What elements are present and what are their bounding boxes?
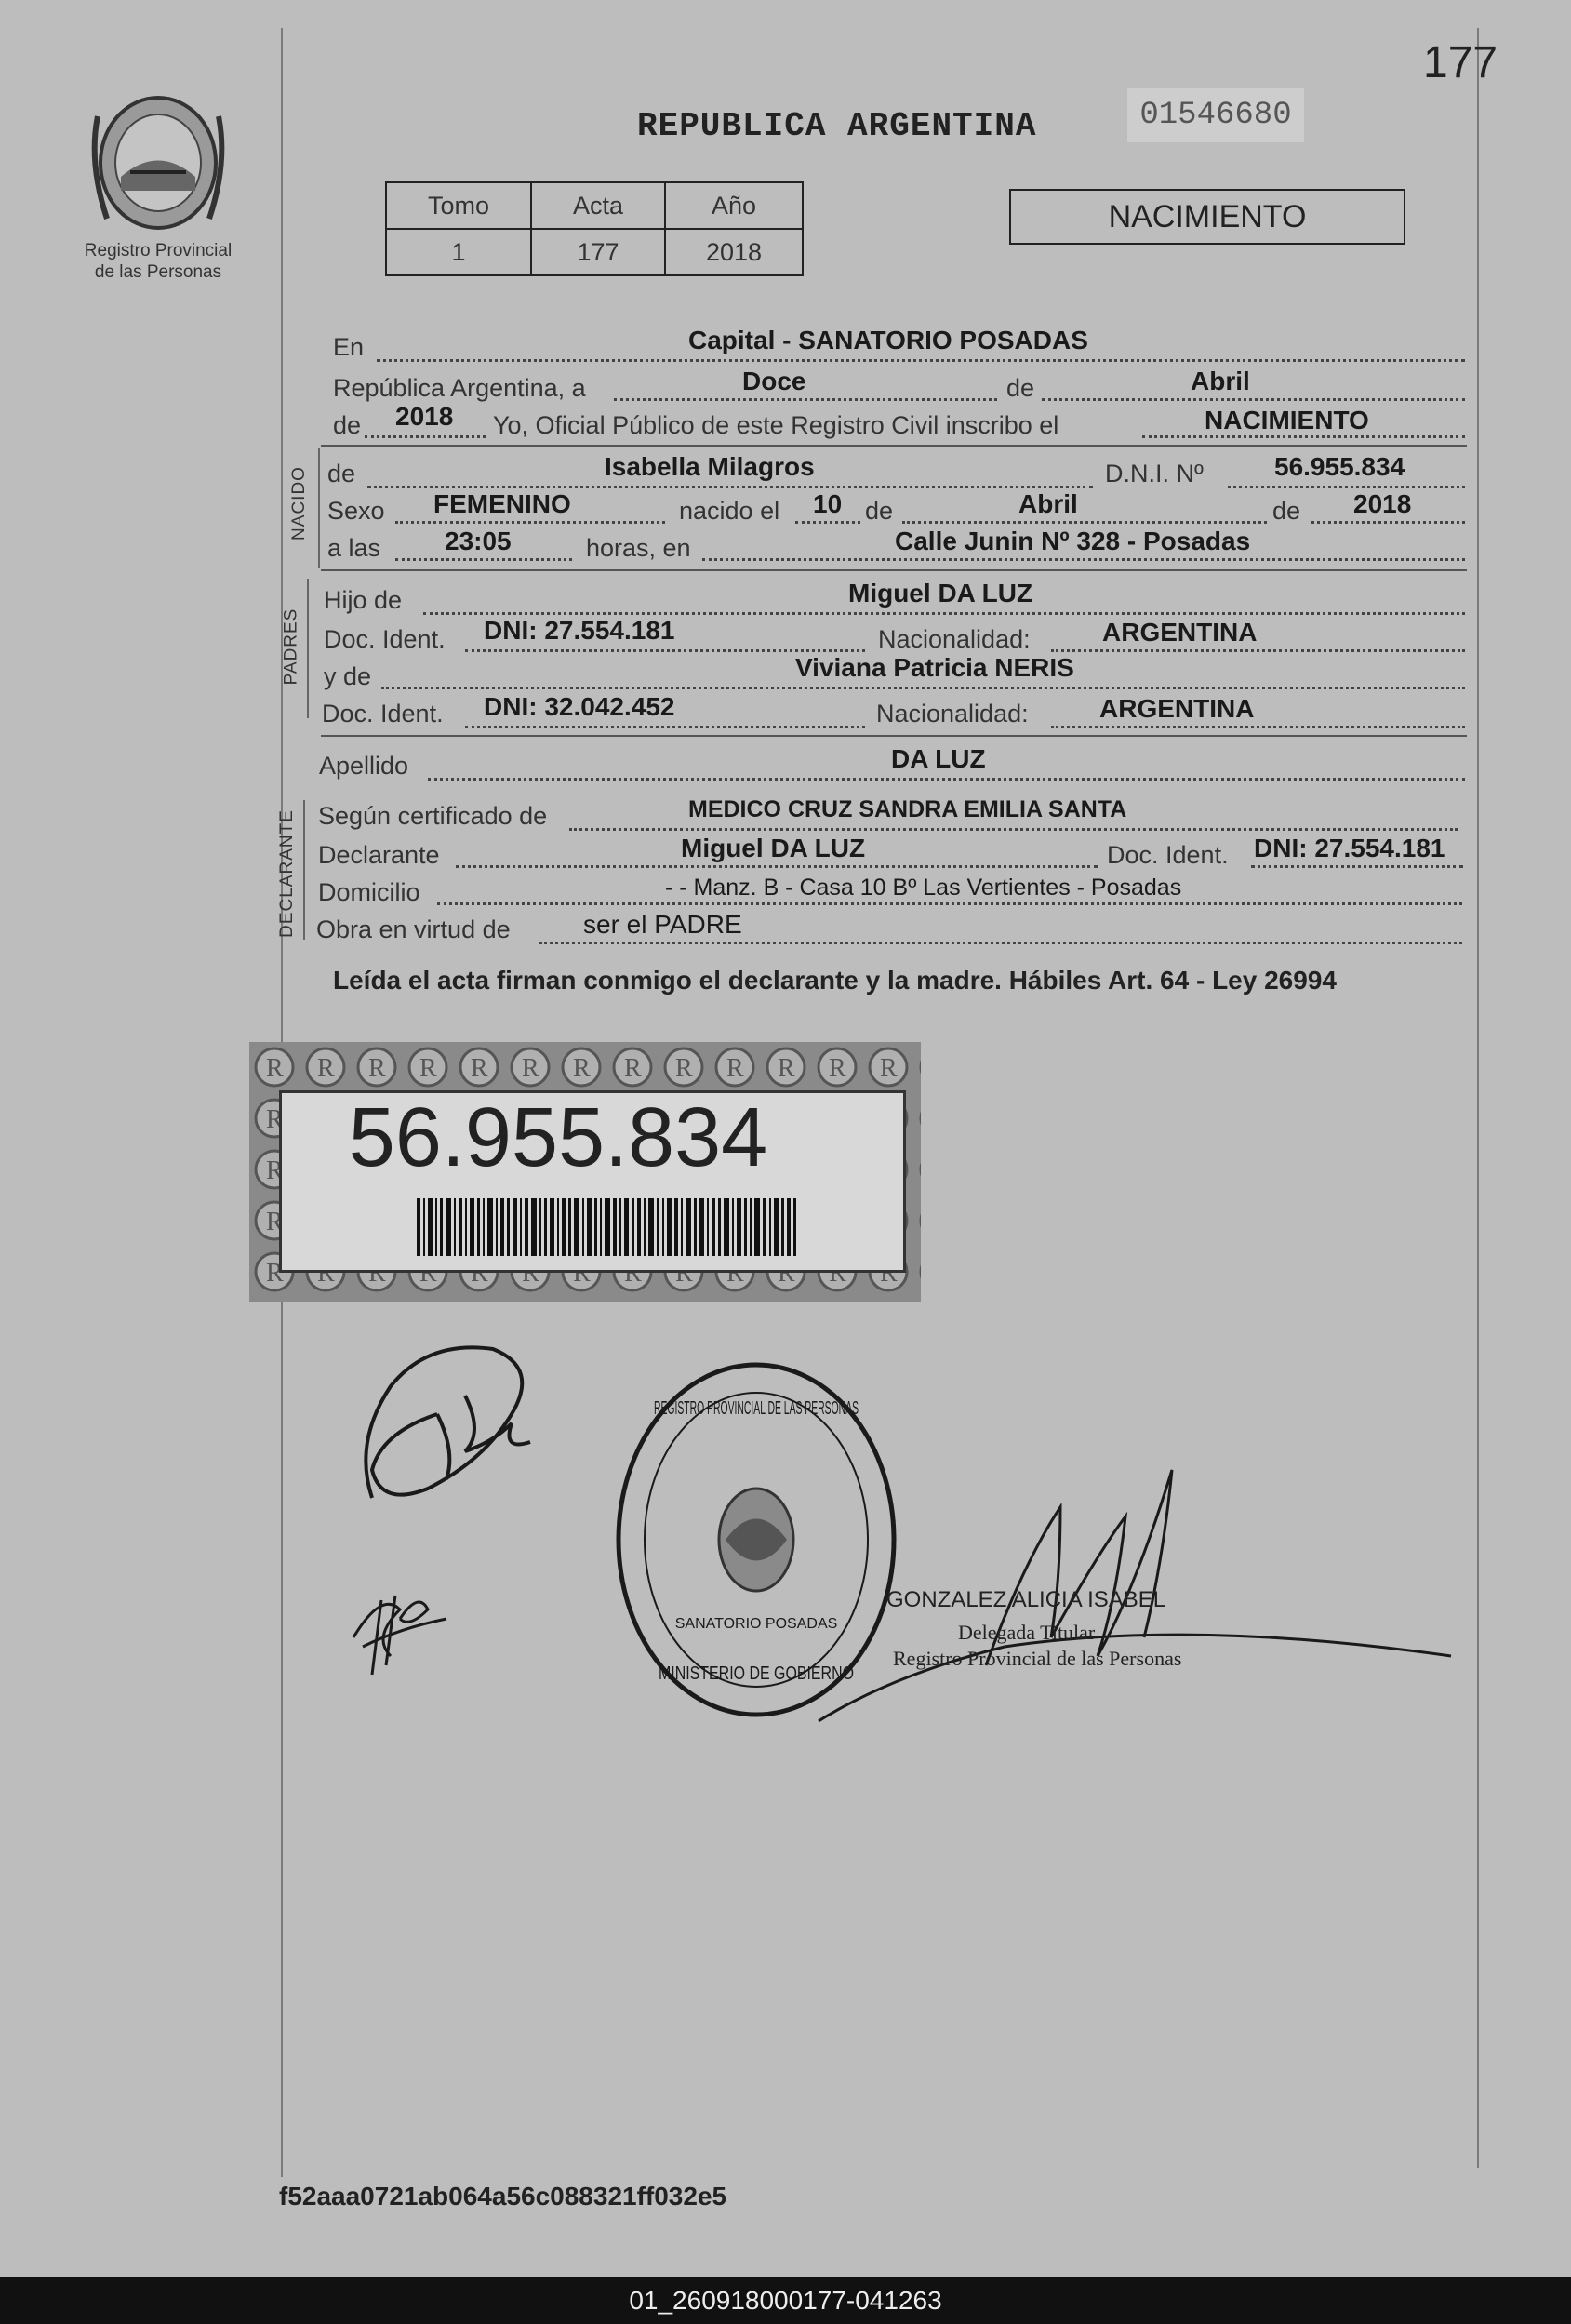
label-y-de: y de — [324, 662, 372, 690]
footer-id: 01_260918000177-041263 — [629, 2286, 942, 2315]
seal-bottom-text: MINISTERIO DE GOBIERNO — [659, 1663, 854, 1684]
dotted-line — [702, 558, 1465, 561]
birth-time: 23:05 — [445, 527, 512, 555]
label-segun: Según certificado de — [318, 802, 548, 830]
reason-value: ser el PADRE — [583, 910, 742, 939]
acta-header: Acta — [531, 182, 665, 229]
label-hijo-de: Hijo de — [324, 586, 403, 614]
seal-inner-text: SANATORIO POSADAS — [674, 1616, 838, 1632]
section-label-declarante: DECLARANTE — [276, 809, 297, 938]
tomo-value: 1 — [386, 229, 531, 275]
mother-name: Viviana Patricia NERIS — [795, 653, 1074, 682]
father-nationality: ARGENTINA — [1102, 618, 1258, 647]
seal-outer-text: REGISTRO PROVINCIAL DE LAS PERSONAS — [654, 1398, 859, 1419]
surname-value: DA LUZ — [891, 744, 986, 773]
label-dni: D.N.I. Nº — [1105, 460, 1204, 488]
dotted-line — [795, 521, 860, 524]
act-type-box: NACIMIENTO — [1009, 189, 1405, 245]
label-de-day: de — [865, 497, 894, 525]
document-title: REPUBLICA ARGENTINA — [637, 107, 1037, 145]
label-de-year-2: de — [1272, 497, 1301, 525]
closing-note: Leída el acta firman conmigo el declarante y la madre. Hábiles Art. 64 - Ley 26994 — [333, 966, 1337, 995]
dotted-line — [569, 828, 1458, 831]
label-nacionalidad-1: Nacionalidad: — [878, 625, 1031, 653]
anio-value: 2018 — [665, 229, 803, 275]
dotted-line — [395, 558, 572, 561]
declarant-signature-icon — [353, 1330, 549, 1526]
registration-year: 2018 — [395, 402, 454, 431]
birth-day: 10 — [813, 489, 843, 518]
province-logo-icon — [88, 88, 228, 237]
dotted-line — [1042, 398, 1465, 401]
label-de-month: de — [1006, 374, 1035, 402]
section-bar — [303, 800, 305, 940]
dotted-line — [437, 902, 1462, 905]
place-value: Capital - SANATORIO POSADAS — [688, 326, 1088, 354]
dotted-line — [902, 521, 1267, 524]
label-republica: República Argentina, a — [333, 374, 586, 402]
certificate-value: MEDICO CRUZ SANDRA EMILIA SANTA — [688, 796, 1127, 822]
father-name: Miguel DA LUZ — [848, 579, 1033, 608]
label-oficial: Yo, Oficial Público de este Registro Civil inscribo el — [493, 411, 1059, 439]
page-number: 177 — [1423, 38, 1498, 87]
right-margin-line — [1477, 28, 1479, 2168]
birth-place: Calle Junin Nº 328 - Posadas — [895, 527, 1251, 555]
sex-value: FEMENINO — [433, 489, 571, 518]
dotted-line — [465, 649, 865, 652]
dotted-line — [1228, 486, 1465, 488]
tomo-header: Tomo — [386, 182, 531, 229]
dotted-line — [381, 687, 1465, 689]
label-nacido-el: nacido el — [679, 497, 780, 525]
dotted-line — [395, 521, 665, 524]
section-label-padres: PADRES — [281, 608, 301, 686]
dotted-line — [428, 778, 1465, 781]
declarant-doc: DNI: 27.554.181 — [1254, 834, 1445, 862]
section-bar — [318, 448, 320, 568]
barcode-icon — [417, 1198, 796, 1256]
address-value: - - Manz. B - Casa 10 Bº Las Vertientes - Posadas — [665, 875, 1182, 901]
dotted-line — [377, 359, 1465, 362]
dotted-line — [1251, 865, 1463, 868]
dotted-line — [614, 398, 997, 401]
child-name: Isabella Milagros — [605, 452, 815, 481]
declarant-name: Miguel DA LUZ — [681, 834, 866, 862]
label-en: En — [333, 333, 365, 361]
dotted-line — [365, 435, 486, 438]
label-domicilio: Domicilio — [318, 878, 420, 906]
label-obra: Obra en virtud de — [316, 915, 511, 943]
dotted-line — [423, 612, 1465, 615]
dotted-line — [456, 865, 1098, 868]
birth-year: 2018 — [1353, 489, 1412, 518]
label-doc-ident-1: Doc. Ident. — [324, 625, 446, 653]
logo-caption — [56, 240, 260, 283]
section-label-nacido: NACIDO — [288, 466, 309, 541]
footer-id-bar — [0, 2277, 1571, 2324]
label-de-year: de — [333, 411, 362, 439]
registry-table-values — [386, 229, 803, 275]
acta-value: 177 — [531, 229, 665, 275]
label-declarante: Declarante — [318, 841, 440, 869]
label-a-las: a las — [327, 534, 381, 562]
dotted-line — [539, 942, 1462, 944]
label-doc-ident-2: Doc. Ident. — [322, 700, 444, 728]
label-de-name: de — [327, 460, 356, 488]
section-separator — [321, 569, 1467, 571]
dotted-line — [1051, 726, 1465, 728]
label-nacionalidad-2: Nacionalidad: — [876, 700, 1029, 728]
father-doc: DNI: 27.554.181 — [484, 616, 675, 645]
mother-doc: DNI: 32.042.452 — [484, 692, 675, 721]
label-doc-ident-3: Doc. Ident. — [1107, 841, 1229, 869]
dotted-line — [1311, 521, 1465, 524]
logo-caption-line-1: Registro Provincial — [84, 241, 233, 260]
section-separator — [321, 735, 1467, 737]
section-bar — [307, 579, 309, 718]
label-sexo: Sexo — [327, 497, 385, 525]
anio-header: Año — [665, 182, 803, 229]
label-horas-en: horas, en — [586, 534, 691, 562]
registration-month: Abril — [1191, 367, 1250, 395]
official-role: Delegada Titular — [958, 1621, 1096, 1644]
serial-number: 01546680 — [1127, 88, 1304, 142]
registration-day: Doce — [742, 367, 806, 395]
official-office: Registro Provincial de las Personas — [893, 1647, 1182, 1670]
dotted-line — [1051, 649, 1465, 652]
registry-table-header — [386, 182, 803, 229]
section-separator — [321, 445, 1467, 447]
dotted-line — [1142, 435, 1465, 438]
mother-signature-icon — [344, 1572, 456, 1684]
dotted-line — [465, 726, 865, 728]
official-name: GONZALEZ ALICIA ISABEL — [886, 1587, 1166, 1612]
act-type-value: NACIMIENTO — [1205, 406, 1369, 434]
document-hash: f52aaa0721ab064a56c088321ff032e5 — [279, 2182, 727, 2210]
mother-nationality: ARGENTINA — [1099, 694, 1255, 723]
registry-table — [385, 181, 804, 276]
dotted-line — [367, 486, 1093, 488]
label-apellido: Apellido — [319, 752, 409, 780]
logo-caption-line-2: de las Personas — [94, 262, 222, 282]
child-dni: 56.955.834 — [1274, 452, 1405, 481]
birth-month: Abril — [1018, 489, 1078, 518]
stamp-dni-number: 56.955.834 — [348, 1091, 768, 1184]
